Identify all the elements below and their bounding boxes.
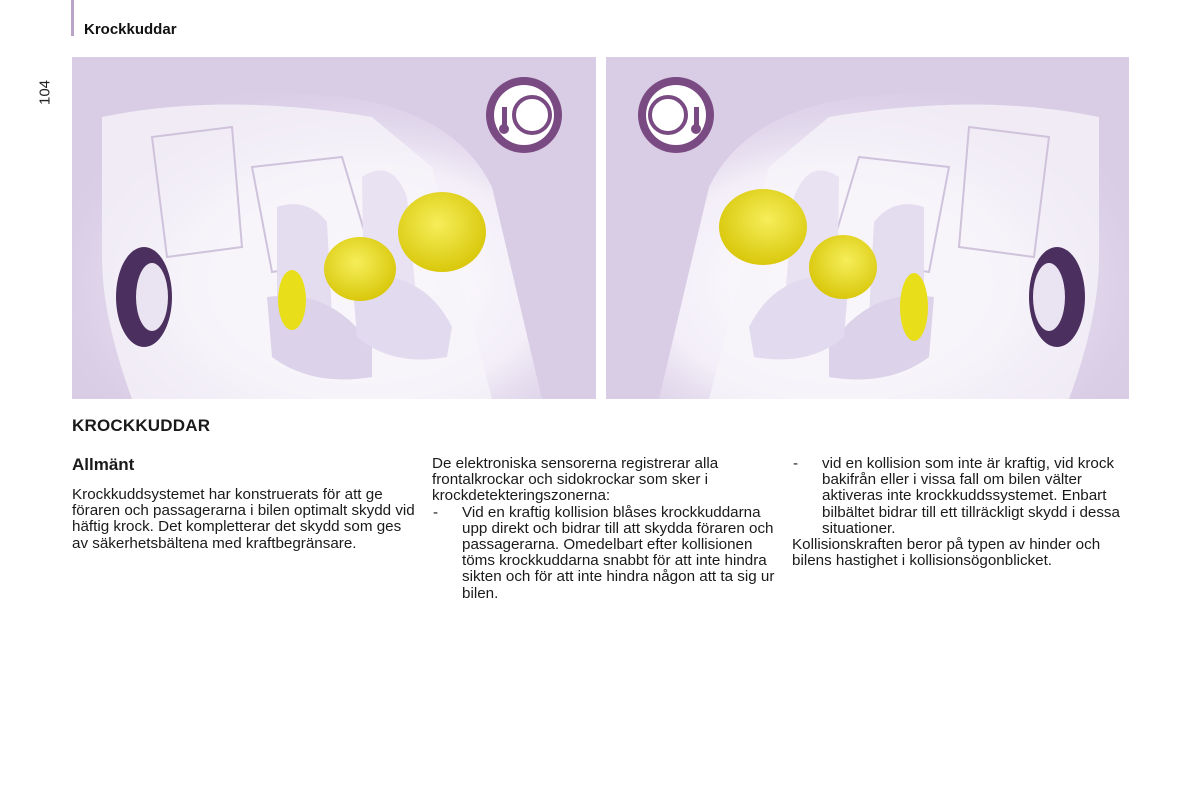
collision-force-paragraph: Kollisionskraften beror på typen av hinder och bilens hastighet i kollisionsögonblicket. <box>792 536 1101 570</box>
bullet-item <box>792 456 1137 537</box>
header-accent-bar <box>71 0 74 36</box>
page-number: 104 <box>36 79 54 106</box>
text-column-1 <box>72 487 417 552</box>
airbag-warning-icon <box>638 77 714 153</box>
bullet-text: Vid en kraftig kollision blåses krockkuddarna upp direkt och bidrar till att skydda föraren och passagerarna. Omedelbart efter kollisionen töms krockkuddarna snabbt för att inte hindra sikten och för att inte hindra någon att ta sig ur bilen. <box>462 503 775 602</box>
bullet-dash: - <box>433 503 439 521</box>
bullet-dash: - <box>793 455 799 472</box>
text-column-3 <box>792 456 1137 569</box>
airbag-warning-icon <box>486 77 562 153</box>
bullet-item <box>432 505 777 602</box>
van-interior-illustration <box>606 57 1129 399</box>
van-interior-illustration <box>72 57 596 399</box>
bullet-text: vid en kollision som inte är kraftig, vid krock bakifrån eller i vissa fall om bilen välter aktiveras inte krockkuddssystemet. Enbart bilbältet bidrar till ett tillräckligt skydd i dessa situationer. <box>822 455 1120 537</box>
airbag-illustration-left <box>72 57 596 399</box>
airbag-illustration-right <box>606 57 1129 399</box>
section-title: Krockkuddar <box>84 21 177 38</box>
sensors-paragraph: De elektroniska sensorerna registrerar alla frontalkrockar och sidokrockar som sker i krockdetekteringszonerna: <box>432 455 719 505</box>
sub-heading: Allmänt <box>72 455 135 474</box>
main-heading: KROCKKUDDAR <box>72 416 211 435</box>
text-column-2 <box>432 456 777 602</box>
intro-paragraph: Krockkuddsystemet har konstruerats för att ge föraren och passagerarna i bilen optimalt skydd vid häftig krock. Det kompletterar det skydd som ges av säkerhetsbältena med kraftbegränsare. <box>72 486 415 552</box>
